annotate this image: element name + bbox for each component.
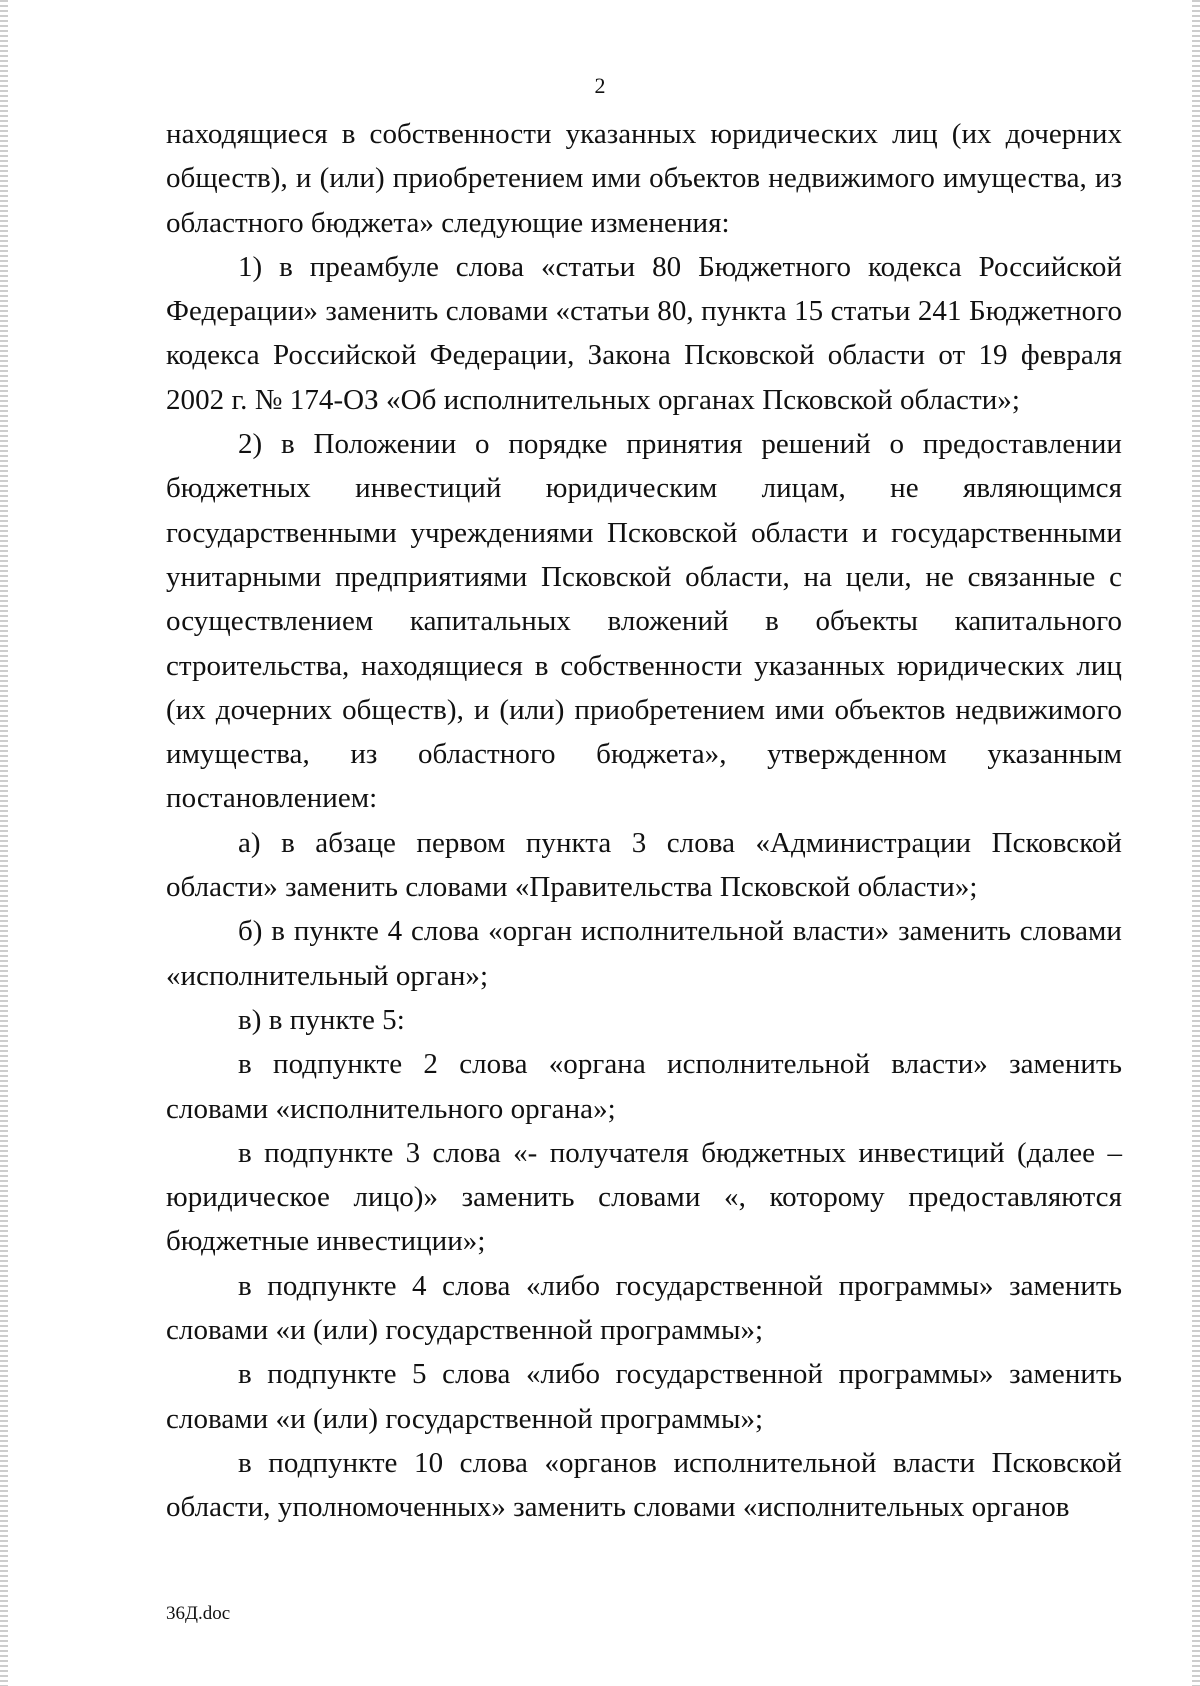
scan-edge-left (0, 0, 8, 1686)
paragraph-subpoint-4: в подпункте 4 слова «либо государственной программы» заменить словами «и (или) государственной программы»; (166, 1269, 1122, 1347)
footer-filename: 36Д.doc (166, 1603, 231, 1624)
paragraph-continuation: находящиеся в собственности указанных юридических лиц (их дочерних обществ), и (или) приобретением ими объектов недвижимого имущества, из областного бюджета» следующие изменения: (166, 118, 1122, 239)
paragraph-subpoint-2: в подпункте 2 слова «органа исполнительной власти» заменить словами «исполнительного органа»; (166, 1048, 1122, 1125)
page-number: 2 (594, 73, 606, 98)
paragraph-subpoint-10: в подпункте 10 слова «органов исполнительной власти Псковской области, уполномоченных» заменить словами «исполнительных органов (166, 1446, 1122, 1524)
paragraph-subitem-b: б) в пункте 4 слова «орган исполнительной власти» заменить словами «исполнительный орган»; (166, 915, 1122, 992)
paragraph-item-2: 2) в Положении о порядке принятия решений о предоставлении бюджетных инвестиций юридическим лицам, не являющимся государственными учреждениями Псковской области и государственными унитарными предприятиями Псковской области, на цели, не связанные с осуществлением капитальных вложений в объекты капитального строительства, находящиеся в собственности указанных юридических лиц (их дочерних обществ), и (или) приобретением ими объектов недвижимого имущества, из областного бюджета», утвержденном указанным постановлением: (166, 428, 1122, 815)
paragraph-subitem-a: а) в абзаце первом пункта 3 слова «Администрации Псковской области» заменить словами «Правительства Псковской области»; (166, 826, 1122, 904)
paragraph-subpoint-5: в подпункте 5 слова «либо государственной программы» заменить словами «и (или) государственной программы»; (166, 1358, 1122, 1435)
document-body (166, 112, 1122, 1530)
scan-edge-right (1192, 0, 1200, 1686)
paragraph-subpoint-3: в подпункте 3 слова «- получателя бюджетных инвестиций (далее – юридическое лицо)» заменить словами «, которому предоставляются бюджетные инвестиции»; (166, 1136, 1122, 1258)
paragraph-subitem-v: в) в пункте 5: (238, 1003, 405, 1036)
paragraph-item-1: 1) в преамбуле слова «статьи 80 Бюджетного кодекса Российской Федерации» заменить словами «статьи 80, пункта 15 статьи 241 Бюджетного кодекса Российской Федерации, Закона Псковской области от 19 февраля 2002 г. № 174-ОЗ «Об исполнительных органах Псковской области»; (166, 250, 1122, 416)
